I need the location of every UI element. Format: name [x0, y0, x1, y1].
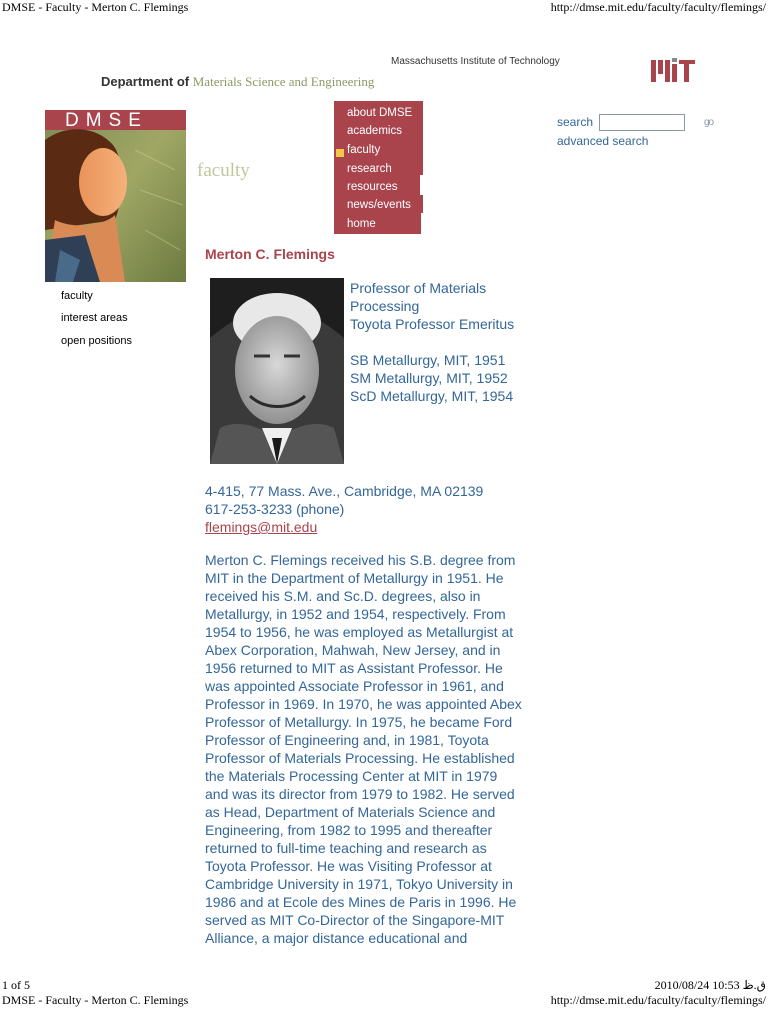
- department-prefix: Department of: [101, 74, 190, 89]
- print-header-url: http://dmse.mit.edu/faculty/faculty/flemings/: [550, 0, 766, 14]
- search-input[interactable]: [599, 114, 685, 131]
- nav-item-faculty[interactable]: faculty: [347, 144, 381, 156]
- sidebar-link-interest-areas[interactable]: interest areas: [61, 312, 128, 324]
- bio-line: Metallurgy, in 1952 and 1954, respectively. From: [205, 606, 506, 622]
- address: 4-415, 77 Mass. Ave., Cambridge, MA 02139: [205, 483, 484, 499]
- title-line: Professor of Materials: [350, 280, 487, 296]
- search-label: search: [557, 115, 594, 129]
- bio-line: 1986 and at Ecole des Mines de Paris in 1996. He: [205, 894, 517, 910]
- nav-item-research[interactable]: research: [347, 163, 392, 175]
- degree-line: SM Metallurgy, MIT, 1952: [350, 370, 508, 386]
- bio-line: 1956 returned to MIT as Assistant Professor. He: [205, 660, 503, 676]
- phone: 617-253-3233 (phone): [205, 501, 345, 517]
- nav-item-news-events[interactable]: news/events: [347, 199, 411, 211]
- dmse-label: DMSE: [65, 110, 148, 131]
- print-footer-datetime: 2010/08/24 10:53 ق.ظ: [654, 978, 766, 992]
- print-footer-page: 1 of 5: [2, 978, 30, 992]
- bio-line: Toyota Professor. He was Visiting Professor at: [205, 858, 492, 874]
- nav-item-academics[interactable]: academics: [347, 125, 402, 137]
- mit-name: Massachusetts Institute of Technology: [391, 56, 560, 67]
- sidebar-link-open-positions[interactable]: open positions: [61, 335, 132, 347]
- sidebar-link-faculty[interactable]: faculty: [61, 290, 93, 302]
- profile-degrees: [350, 351, 513, 405]
- bio-line: received his S.M. and Sc.D. degrees, also in: [205, 588, 481, 604]
- print-footer-url: http://dmse.mit.edu/faculty/faculty/flemings/: [550, 993, 766, 1007]
- bio-line: MIT in the Department of Metallurgy in 1951. He: [205, 570, 504, 586]
- bio-line: Cambridge University in 1971, Tokyo University in: [205, 876, 513, 892]
- banner-image: [45, 110, 186, 282]
- title-line: Toyota Professor Emeritus: [350, 316, 515, 332]
- portrait-icon: [210, 278, 344, 464]
- bio-line: was appointed Associate Professor in 1961, and: [205, 678, 504, 694]
- degree-line: SB Metallurgy, MIT, 1951: [350, 352, 506, 368]
- bio-line: as Head, Department of Materials Science and: [205, 804, 496, 820]
- bio-line: served as MIT Co-Director of the Singapore-MIT: [205, 912, 505, 928]
- mit-logo-icon: [651, 58, 695, 82]
- bio-line: the Materials Processing Center at MIT in 1979: [205, 768, 498, 784]
- profile-titles: [350, 279, 514, 333]
- nav-item-home[interactable]: home: [347, 218, 376, 230]
- bio-line: Engineering, from 1982 to 1995 and thereafter: [205, 822, 493, 838]
- bio-line: and was its director from 1979 to 1982. He served: [205, 786, 515, 802]
- bio-line: Professor of Engineering and, in 1981, Toyota: [205, 732, 489, 748]
- bio-line: Professor in 1969. In 1970, he was appointed Abex: [205, 696, 522, 712]
- email-link[interactable]: flemings@mit.edu: [205, 519, 318, 535]
- bio-line: Alliance, a major distance educational and: [205, 930, 468, 946]
- print-header-title: DMSE - Faculty - Merton C. Flemings: [2, 0, 189, 14]
- advanced-search-link[interactable]: advanced search: [557, 134, 649, 148]
- contact-info: [205, 482, 483, 536]
- print-footer-title: DMSE - Faculty - Merton C. Flemings: [2, 993, 189, 1007]
- nav-item-about[interactable]: about DMSE: [347, 107, 413, 119]
- bio-line: 1954 to 1956, he was employed as Metallurgist at: [205, 624, 514, 640]
- faculty-photo-illustration: [45, 110, 186, 282]
- department-name: Materials Science and Engineering: [192, 74, 375, 89]
- nav-notch: [420, 175, 423, 195]
- nav-item-resources[interactable]: resources: [347, 181, 398, 193]
- nav-active-marker: [336, 149, 344, 157]
- nav-notch: [421, 213, 423, 234]
- profile-name: Merton C. Flemings: [205, 246, 335, 262]
- bio-line: Merton C. Flemings received his S.B. degree from: [205, 552, 516, 568]
- bio-line: returned to full-time teaching and research as: [205, 840, 487, 856]
- bio-line: Professor of Materials Processing. He established: [205, 750, 515, 766]
- department-title[interactable]: [101, 74, 374, 90]
- search-go-button[interactable]: go: [704, 117, 714, 128]
- bio-line: Abex Corporation, Mahwah, New Jersey, and in: [205, 642, 501, 658]
- degree-line: ScD Metallurgy, MIT, 1954: [350, 388, 514, 404]
- bio-line: Professor of Metallurgy. In 1975, he became Ford: [205, 714, 513, 730]
- title-line: Processing: [350, 298, 420, 314]
- mit-logo[interactable]: [651, 58, 695, 87]
- main-nav: [334, 101, 423, 234]
- biography: [205, 551, 522, 947]
- profile-photo: [210, 278, 344, 464]
- section-label: faculty: [197, 160, 250, 181]
